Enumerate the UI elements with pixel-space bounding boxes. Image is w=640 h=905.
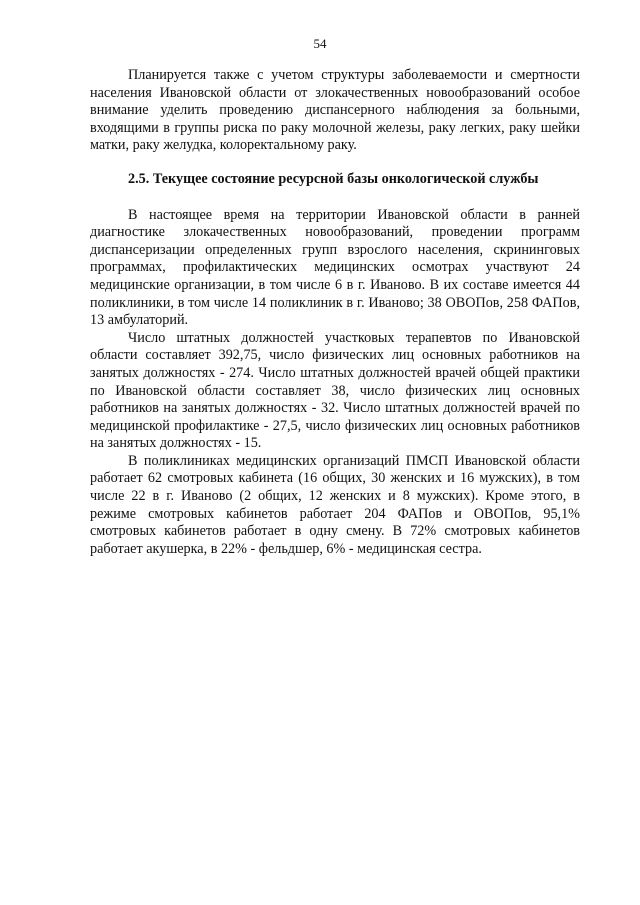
paragraph-examination-rooms: В поликлиниках медицинских организаций ПМСП Ивановской области работает 62 смотровых кабинета (16 общих, 30 женских и 16 мужских), в том числе 22 в г. Иваново (2 общих, 12 женских и 8 мужских). Кроме этого, в режиме смотровых кабинетов работает 204 ФАПов и ОВОПов, 95,1% смотровых кабинетов работает в одну смену. В 72% смотровых кабинетов работает акушерка, в 22% - фельдшер, 6% - медицинская сестра. [90,452,580,557]
paragraph-staff-positions: Число штатных должностей участковых терапевтов по Ивановской области составляет 392,75, число физических лиц основных работников на занятых должностях - 274. Число штатных должностей врачей общей практики по Ивановской области составляет 38, число физических лиц основных работников на занятых должностях - 32. Число штатных должностей врачей по медицинской профилактике - 27,5, число физических лиц основных работников на занятых должностях - 15. [90,329,580,452]
page-number: 54 [313,36,327,51]
paragraph-risk-groups: Планируется также с учетом структуры заболеваемости и смертности населения Ивановской области от злокачественных новообразований особое внимание уделить проведению диспансерного наблюдения за больными, входящими в группы риска по раку молочной железы, раку легких, раку шейки матки, раку желудка, колоректальному раку. [90,67,580,154]
document-body [90,67,580,558]
paragraph-resource-base: В настоящее время на территории Ивановской области в ранней диагностике злокачественных новообразований, проведении программ диспансеризации определенных групп взрослого населения, скрининговых программах, профилактических медицинских осмотрах участвуют 24 медицинские организации, в том числе 6 в г. Иваново. В их составе имеется 44 поликлиники, в том числе 14 поликлиник в г. Иваново; 38 ОВОПов, 258 ФАПов, 13 амбулаторий. [90,206,580,329]
section-heading: 2.5. Текущее состояние ресурсной базы онкологической службы [128,170,539,187]
